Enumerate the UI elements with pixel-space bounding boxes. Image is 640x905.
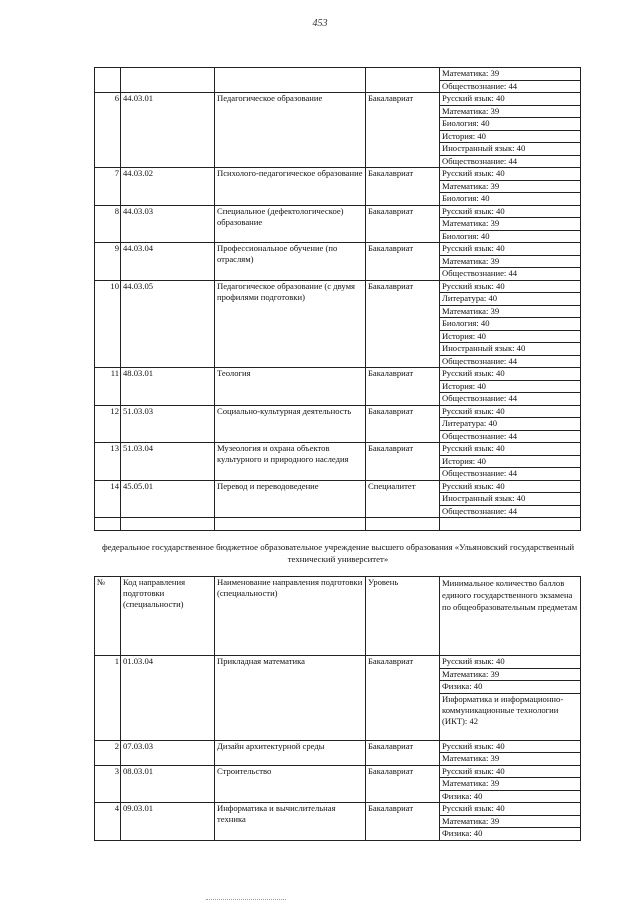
table-row <box>95 740 581 753</box>
education-level: Бакалавриат <box>366 765 440 803</box>
exam-min-score: Иностранный язык: 40 <box>440 493 581 506</box>
exam-min-score: Математика: 39 <box>440 180 581 193</box>
education-level: Бакалавриат <box>366 280 440 368</box>
exam-min-score: Физика: 40 <box>440 828 581 841</box>
row-number: 11 <box>95 368 121 406</box>
header-code: Код направления подготовки (специальности) <box>121 577 215 656</box>
exam-min-score: Обществознание: 44 <box>440 355 581 368</box>
education-level: Специалитет <box>366 480 440 518</box>
empty-cell <box>366 518 440 531</box>
education-level: Бакалавриат <box>366 740 440 765</box>
exam-min-score: Обществознание: 44 <box>440 505 581 518</box>
direction-name: Педагогическое образование <box>215 93 366 168</box>
row-number: 10 <box>95 280 121 368</box>
direction-code: 44.03.02 <box>121 168 215 206</box>
direction-name: Музеология и охрана объектов культурного и природного наследия <box>215 443 366 481</box>
exam-min-score: История: 40 <box>440 130 581 143</box>
direction-code: 08.03.01 <box>121 765 215 803</box>
row-number: 8 <box>95 205 121 243</box>
exam-min-score: История: 40 <box>440 330 581 343</box>
table-row <box>95 443 581 456</box>
exam-min-score: Обществознание: 44 <box>440 468 581 481</box>
table-row <box>95 280 581 293</box>
header-name: Наименование направления подготовки (специальности) <box>215 577 366 656</box>
exam-min-score: Русский язык: 40 <box>440 443 581 456</box>
exam-min-score: Математика: 39 <box>440 753 581 766</box>
exam-min-score: Обществознание: 44 <box>440 155 581 168</box>
direction-name: Специальное (дефектологическое) образование <box>215 205 366 243</box>
direction-name: Психолого-педагогическое образование <box>215 168 366 206</box>
direction-code: 07.03.03 <box>121 740 215 765</box>
direction-code: 44.03.04 <box>121 243 215 281</box>
exam-min-score: Литература: 40 <box>440 293 581 306</box>
direction-name: Перевод и переводоведение <box>215 480 366 518</box>
exam-min-score: Русский язык: 40 <box>440 280 581 293</box>
table-row <box>95 480 581 493</box>
exam-min-score: Обществознание: 44 <box>440 393 581 406</box>
row-number: 14 <box>95 480 121 518</box>
direction-code <box>121 68 215 93</box>
direction-code: 01.03.04 <box>121 656 215 741</box>
row-number: 3 <box>95 765 121 803</box>
table-row <box>95 405 581 418</box>
table-header-row <box>95 577 581 656</box>
exam-min-score: Биология: 40 <box>440 118 581 131</box>
exam-min-score: Русский язык: 40 <box>440 740 581 753</box>
row-number: 13 <box>95 443 121 481</box>
direction-name: Социально-культурная деятельность <box>215 405 366 443</box>
exam-min-score: Обществознание: 44 <box>440 80 581 93</box>
scan-mark <box>206 899 286 903</box>
exam-min-score: Литература: 40 <box>440 418 581 431</box>
admission-table-2 <box>94 576 581 841</box>
row-number: 2 <box>95 740 121 765</box>
exam-min-score: Биология: 40 <box>440 318 581 331</box>
direction-name <box>215 68 366 93</box>
empty-row <box>95 518 581 531</box>
exam-min-score: Информатика и информационно-коммуникационные технологии (ИКТ): 42 <box>440 693 581 740</box>
direction-code: 09.03.01 <box>121 803 215 841</box>
exam-min-score: Математика: 39 <box>440 68 581 81</box>
exam-min-score: Математика: 39 <box>440 255 581 268</box>
table-row <box>95 168 581 181</box>
table-row <box>95 368 581 381</box>
exam-min-score: Русский язык: 40 <box>440 205 581 218</box>
exam-min-score: Обществознание: 44 <box>440 430 581 443</box>
education-level: Бакалавриат <box>366 443 440 481</box>
education-level: Бакалавриат <box>366 656 440 741</box>
exam-min-score: Физика: 40 <box>440 681 581 694</box>
exam-min-score: Физика: 40 <box>440 790 581 803</box>
direction-code: 44.03.05 <box>121 280 215 368</box>
table-row <box>95 765 581 778</box>
exam-min-score: Русский язык: 40 <box>440 243 581 256</box>
exam-min-score: Иностранный язык: 40 <box>440 143 581 156</box>
empty-cell <box>95 518 121 531</box>
exam-min-score: Математика: 39 <box>440 218 581 231</box>
exam-min-score: Биология: 40 <box>440 193 581 206</box>
exam-min-score: Математика: 39 <box>440 778 581 791</box>
education-level <box>366 68 440 93</box>
exam-min-score: Математика: 39 <box>440 668 581 681</box>
table-row <box>95 205 581 218</box>
empty-cell <box>440 518 581 531</box>
exam-min-score: История: 40 <box>440 380 581 393</box>
direction-code: 51.03.04 <box>121 443 215 481</box>
direction-name: Информатика и вычислительная техника <box>215 803 366 841</box>
row-number <box>95 68 121 93</box>
exam-min-score: Математика: 39 <box>440 305 581 318</box>
direction-name: Прикладная математика <box>215 656 366 741</box>
organization-title: федеральное государственное бюджетное образовательное учреждение высшего образования «Ульяновский государственный технический университет» <box>101 542 575 564</box>
education-level: Бакалавриат <box>366 803 440 841</box>
direction-name: Дизайн архитектурной среды <box>215 740 366 765</box>
exam-min-score: Математика: 39 <box>440 105 581 118</box>
direction-code: 51.03.03 <box>121 405 215 443</box>
exam-min-score: Русский язык: 40 <box>440 168 581 181</box>
header-min-score: Минимальное количество баллов единого государственного экзамена по общеобразовательным предметам <box>440 577 581 656</box>
education-level: Бакалавриат <box>366 368 440 406</box>
exam-min-score: Русский язык: 40 <box>440 480 581 493</box>
direction-name: Профессиональное обучение (по отраслям) <box>215 243 366 281</box>
exam-min-score: История: 40 <box>440 455 581 468</box>
table-row <box>95 93 581 106</box>
empty-cell <box>121 518 215 531</box>
empty-cell <box>215 518 366 531</box>
education-level: Бакалавриат <box>366 168 440 206</box>
row-number: 1 <box>95 656 121 741</box>
exam-min-score: Русский язык: 40 <box>440 803 581 816</box>
education-level: Бакалавриат <box>366 93 440 168</box>
education-level: Бакалавриат <box>366 205 440 243</box>
table-row <box>95 656 581 669</box>
direction-name: Строительство <box>215 765 366 803</box>
direction-code: 44.03.03 <box>121 205 215 243</box>
row-number: 4 <box>95 803 121 841</box>
header-num: № <box>95 577 121 656</box>
row-number: 6 <box>95 93 121 168</box>
exam-min-score: Биология: 40 <box>440 230 581 243</box>
table-row <box>95 68 581 81</box>
direction-name: Теология <box>215 368 366 406</box>
exam-min-score: Русский язык: 40 <box>440 656 581 669</box>
admission-table-1 <box>94 67 581 531</box>
exam-min-score: Русский язык: 40 <box>440 368 581 381</box>
exam-min-score: Иностранный язык: 40 <box>440 343 581 356</box>
exam-min-score: Обществознание: 44 <box>440 268 581 281</box>
direction-code: 45.05.01 <box>121 480 215 518</box>
direction-code: 48.03.01 <box>121 368 215 406</box>
row-number: 12 <box>95 405 121 443</box>
row-number: 9 <box>95 243 121 281</box>
table-row <box>95 803 581 816</box>
exam-min-score: Русский язык: 40 <box>440 765 581 778</box>
exam-min-score: Русский язык: 40 <box>440 405 581 418</box>
exam-min-score: Математика: 39 <box>440 815 581 828</box>
table-row <box>95 243 581 256</box>
exam-min-score: Русский язык: 40 <box>440 93 581 106</box>
direction-name: Педагогическое образование (с двумя профилями подготовки) <box>215 280 366 368</box>
row-number: 7 <box>95 168 121 206</box>
header-level: Уровень <box>366 577 440 656</box>
page-number: 453 <box>312 18 328 29</box>
education-level: Бакалавриат <box>366 405 440 443</box>
direction-code: 44.03.01 <box>121 93 215 168</box>
education-level: Бакалавриат <box>366 243 440 281</box>
